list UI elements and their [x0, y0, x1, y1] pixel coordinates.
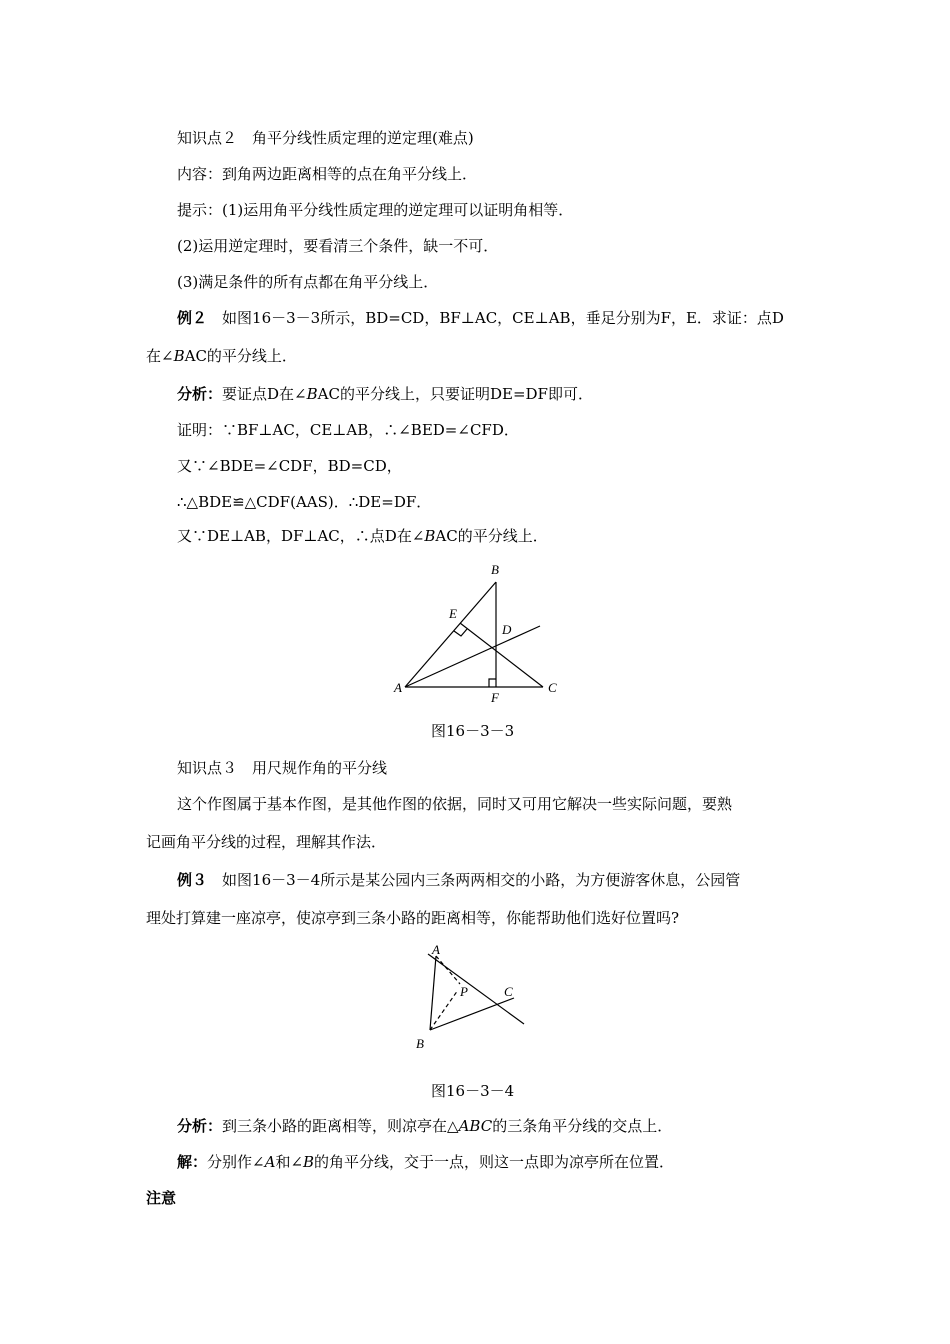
- proof4-a: 又∵DE⊥AB，DF⊥AC，∴点D在∠: [177, 527, 425, 545]
- analysis-label: 分析：: [177, 385, 223, 403]
- label-c: C: [548, 680, 557, 695]
- example3-analysis: [177, 1116, 672, 1136]
- example2-line2-c: AC的平分线上．: [184, 347, 297, 365]
- figure-16-3-3-caption: 图16－3－3: [431, 722, 515, 740]
- label-a: A: [432, 944, 440, 957]
- example2-label: 例２: [177, 309, 208, 327]
- proof4-c: AC的平分线上．: [435, 527, 548, 545]
- section3-para1: 这个作图属于基本作图，是其他作图的依据，同时又可用它解决一些实际问题，要熟: [177, 795, 733, 813]
- example2-analysis: [177, 384, 593, 404]
- label-b: B: [491, 562, 499, 577]
- figure-16-3-4: [408, 944, 530, 1062]
- example2-proof3: ∴△BDE≌△CDF(AAS)．∴DE=DF．: [177, 493, 432, 511]
- analysis-b: ABC: [458, 1117, 493, 1135]
- label-d: D: [502, 622, 512, 637]
- segment-ab: [405, 582, 496, 687]
- example3-label: 例３: [177, 871, 208, 889]
- solution-c: 和∠: [275, 1153, 304, 1171]
- label-c: C: [504, 984, 513, 999]
- example2-line2-b: B: [173, 347, 185, 365]
- figure-16-3-4-caption: 图16－3－4: [431, 1082, 515, 1100]
- bisector-a: [436, 956, 460, 984]
- solution-e: 的角平分线，交于一点，则这一点即为凉亭所在位置．: [314, 1153, 675, 1171]
- example3-solution: [177, 1152, 674, 1172]
- solution-b: A: [264, 1153, 276, 1171]
- section3-para2: 记画角平分线的过程，理解其作法．: [146, 833, 387, 851]
- path-ab: [430, 956, 436, 1030]
- solution-a: 分别作∠: [207, 1153, 265, 1171]
- example2-line2: [146, 346, 297, 366]
- right-angle-e: [454, 629, 467, 636]
- section2-content: 内容：到角两边距离相等的点在角平分线上．: [177, 165, 478, 183]
- analysis-c: 的三条角平分线的交点上．: [492, 1117, 673, 1135]
- analysis-a: 要证点D在∠: [222, 385, 307, 403]
- section2-heading: 知识点２ 角平分线性质定理的逆定理(难点): [177, 129, 474, 147]
- example3-line1: [177, 870, 740, 890]
- section2-tip1: 提示：(1)运用角平分线性质定理的逆定理可以证明角相等．: [177, 201, 574, 219]
- solution-label: 解：: [177, 1153, 208, 1171]
- section2-tip2: (2)运用逆定理时，要看清三个条件，缺一不可．: [177, 237, 499, 255]
- section3-heading: 知识点３ 用尺规作角的平分线: [177, 759, 388, 777]
- bisector-b: [430, 990, 458, 1030]
- label-f: F: [491, 690, 499, 705]
- analysis-b: B: [306, 385, 318, 403]
- label-a: A: [394, 680, 402, 695]
- example2-proof1: 证明：∵BF⊥AC，CE⊥AB，∴∠BED=∠CFD．: [177, 421, 519, 439]
- analysis-c: AC的平分线上，只要证明DE=DF即可．: [317, 385, 593, 403]
- analysis-label: 分析：: [177, 1117, 223, 1135]
- example2-statement: 如图16－3－3所示，BD=CD，BF⊥AC，CE⊥AB，垂足分别为F，E．求证：点D: [222, 309, 784, 327]
- figure-16-3-3: [388, 558, 568, 708]
- example3-line2: 理处打算建一座凉亭，使凉亭到三条小路的距离相等，你能帮助他们选好位置吗?: [146, 909, 680, 927]
- example2-proof2: 又∵∠BDE=∠CDF，BD=CD，: [177, 457, 402, 475]
- analysis-a: 到三条小路的距离相等，则凉亭在△: [222, 1117, 459, 1135]
- solution-d: B: [303, 1153, 315, 1171]
- path-bc: [430, 998, 514, 1030]
- label-e: E: [449, 606, 457, 621]
- example2-line2-a: 在∠: [146, 347, 174, 365]
- example2-proof4: [177, 526, 548, 546]
- proof4-b: B: [424, 527, 436, 545]
- right-angle-f: [489, 679, 496, 687]
- label-p: P: [460, 984, 468, 999]
- example3-statement: 如图16－3－4所示是某公园内三条两两相交的小路，为方便游客休息，公园管: [222, 871, 741, 889]
- note-label: 注意: [146, 1189, 177, 1207]
- example2-line1: [177, 308, 784, 328]
- section2-tip3: (3)满足条件的所有点都在角平分线上．: [177, 273, 439, 291]
- label-b: B: [416, 1036, 424, 1051]
- ray-ad: [405, 626, 540, 687]
